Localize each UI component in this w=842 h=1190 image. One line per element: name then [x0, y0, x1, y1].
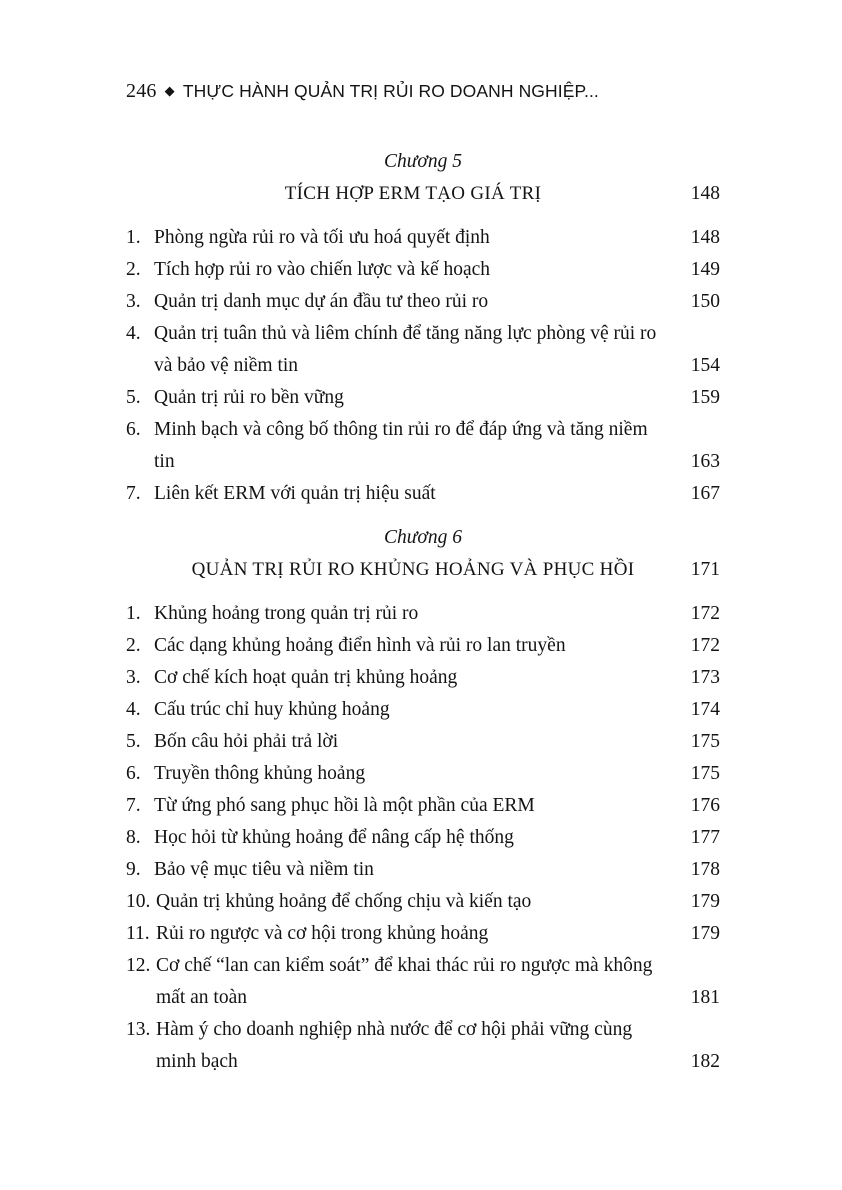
entry-page: 177 [690, 827, 720, 848]
toc-entry[interactable] [126, 662, 720, 694]
entry-text: Học hỏi từ khủng hoảng để nâng cấp hệ thống [154, 827, 514, 848]
toc-entry[interactable] [126, 694, 720, 726]
toc-entry[interactable] [126, 318, 720, 382]
toc-entry[interactable] [126, 790, 720, 822]
entry-number: 3. [126, 291, 141, 312]
entry-page: 172 [690, 635, 720, 656]
chapter-label: Chương 5 [384, 151, 462, 172]
entry-text: Các dạng khủng hoảng điển hình và rủi ro lan truyền [154, 635, 566, 656]
toc-entry[interactable] [126, 726, 720, 758]
entry-page: 154 [690, 355, 720, 376]
entry-number: 3. [126, 667, 141, 688]
entry-text: Cơ chế kích hoạt quản trị khủng hoảng [154, 667, 458, 688]
toc-entry[interactable] [126, 854, 720, 886]
entry-number: 6. [126, 419, 141, 440]
entry-number: 2. [126, 635, 141, 656]
entry-number: 4. [126, 323, 141, 344]
toc-entry[interactable] [126, 286, 720, 318]
toc-entry[interactable] [126, 918, 720, 950]
toc-entry[interactable] [126, 254, 720, 286]
entry-text: Minh bạch và công bố thông tin rủi ro để đáp ứng và tăng niềm tin [154, 419, 648, 472]
entry-number: 7. [126, 483, 141, 504]
chapter-section [126, 522, 720, 1078]
entry-page: 181 [690, 987, 720, 1008]
entry-page: 176 [690, 795, 720, 816]
page-number: 246 [126, 80, 157, 102]
entry-page: 182 [690, 1051, 720, 1072]
entry-page: 179 [690, 923, 720, 944]
toc-entry[interactable] [126, 1014, 720, 1078]
chapter-section [126, 146, 720, 510]
chapter-page: 171 [690, 559, 720, 580]
chapter-title-row[interactable] [126, 178, 720, 210]
entry-text: Phòng ngừa rủi ro và tối ưu hoá quyết định [154, 227, 490, 248]
entry-text: Cấu trúc chỉ huy khủng hoảng [154, 699, 390, 720]
table-of-contents [126, 146, 720, 1078]
entry-text: Truyền thông khủng hoảng [154, 763, 366, 784]
entry-page: 175 [690, 763, 720, 784]
book-title: THỰC HÀNH QUẢN TRỊ RỦI RO DOANH NGHIỆP... [182, 81, 599, 101]
entry-page: 167 [690, 483, 720, 504]
entry-text: Hàm ý cho doanh nghiệp nhà nước để cơ hội phải vững cùng minh bạch [156, 1019, 633, 1072]
entry-page: 163 [690, 451, 720, 472]
running-header [126, 80, 599, 103]
entry-text: Quản trị khủng hoảng để chống chịu và kiến tạo [156, 891, 532, 912]
entry-page: 179 [690, 891, 720, 912]
entry-page: 174 [690, 699, 720, 720]
entry-text: Cơ chế “lan can kiểm soát” để khai thác rủi ro ngược mà không mất an toàn [156, 955, 653, 1008]
toc-entry[interactable] [126, 758, 720, 790]
chapter-title: QUẢN TRỊ RỦI RO KHỦNG HOẢNG VÀ PHỤC HỒI [191, 559, 635, 580]
chapter-spacer [126, 510, 720, 522]
toc-entry[interactable] [126, 630, 720, 662]
entry-text: Liên kết ERM với quản trị hiệu suất [154, 483, 436, 504]
entry-text: Rủi ro ngược và cơ hội trong khủng hoảng [156, 923, 489, 944]
entry-page: 172 [690, 603, 720, 624]
entry-number: 2. [126, 259, 141, 280]
entry-page: 159 [690, 387, 720, 408]
entry-page: 175 [690, 731, 720, 752]
entry-page: 148 [690, 227, 720, 248]
chapter-title: TÍCH HỢP ERM TẠO GIÁ TRỊ [284, 183, 542, 204]
entry-number: 5. [126, 731, 141, 752]
entry-text: Tích hợp rủi ro vào chiến lược và kế hoạch [154, 259, 491, 280]
entry-number: 4. [126, 699, 141, 720]
entry-number: 5. [126, 387, 141, 408]
entry-text: Khủng hoảng trong quản trị rủi ro [154, 603, 419, 624]
toc-entry[interactable] [126, 822, 720, 854]
entry-number: 7. [126, 795, 141, 816]
entry-text: Bốn câu hỏi phải trả lời [154, 731, 339, 752]
entry-page: 173 [690, 667, 720, 688]
diamond-separator-icon: ◆ [164, 84, 175, 99]
entry-number: 10. [126, 891, 151, 912]
entry-text: Quản trị tuân thủ và liêm chính để tăng năng lực phòng vệ rủi ro và bảo vệ niềm tin [154, 323, 657, 376]
entry-page: 150 [690, 291, 720, 312]
entry-page: 149 [690, 259, 720, 280]
toc-entry[interactable] [126, 478, 720, 510]
toc-entry[interactable] [126, 414, 720, 478]
entry-number: 11. [126, 923, 150, 944]
entry-text: Bảo vệ mục tiêu và niềm tin [154, 859, 374, 880]
toc-entry[interactable] [126, 598, 720, 630]
entry-text: Từ ứng phó sang phục hồi là một phần của ERM [154, 795, 535, 816]
toc-entry[interactable] [126, 950, 720, 1014]
chapter-title-row[interactable] [126, 554, 720, 586]
toc-entry[interactable] [126, 886, 720, 918]
entry-number: 8. [126, 827, 141, 848]
chapter-label: Chương 6 [384, 527, 462, 548]
entry-page: 178 [690, 859, 720, 880]
entry-number: 1. [126, 227, 141, 248]
entry-number: 12. [126, 955, 151, 976]
toc-entry[interactable] [126, 222, 720, 254]
entry-number: 13. [126, 1019, 151, 1040]
entry-number: 9. [126, 859, 141, 880]
entry-text: Quản trị danh mục dự án đầu tư theo rủi ro [154, 291, 489, 312]
toc-entry[interactable] [126, 382, 720, 414]
entry-number: 6. [126, 763, 141, 784]
chapter-page: 148 [690, 183, 720, 204]
entry-number: 1. [126, 603, 141, 624]
entry-text: Quản trị rủi ro bền vững [154, 387, 344, 408]
